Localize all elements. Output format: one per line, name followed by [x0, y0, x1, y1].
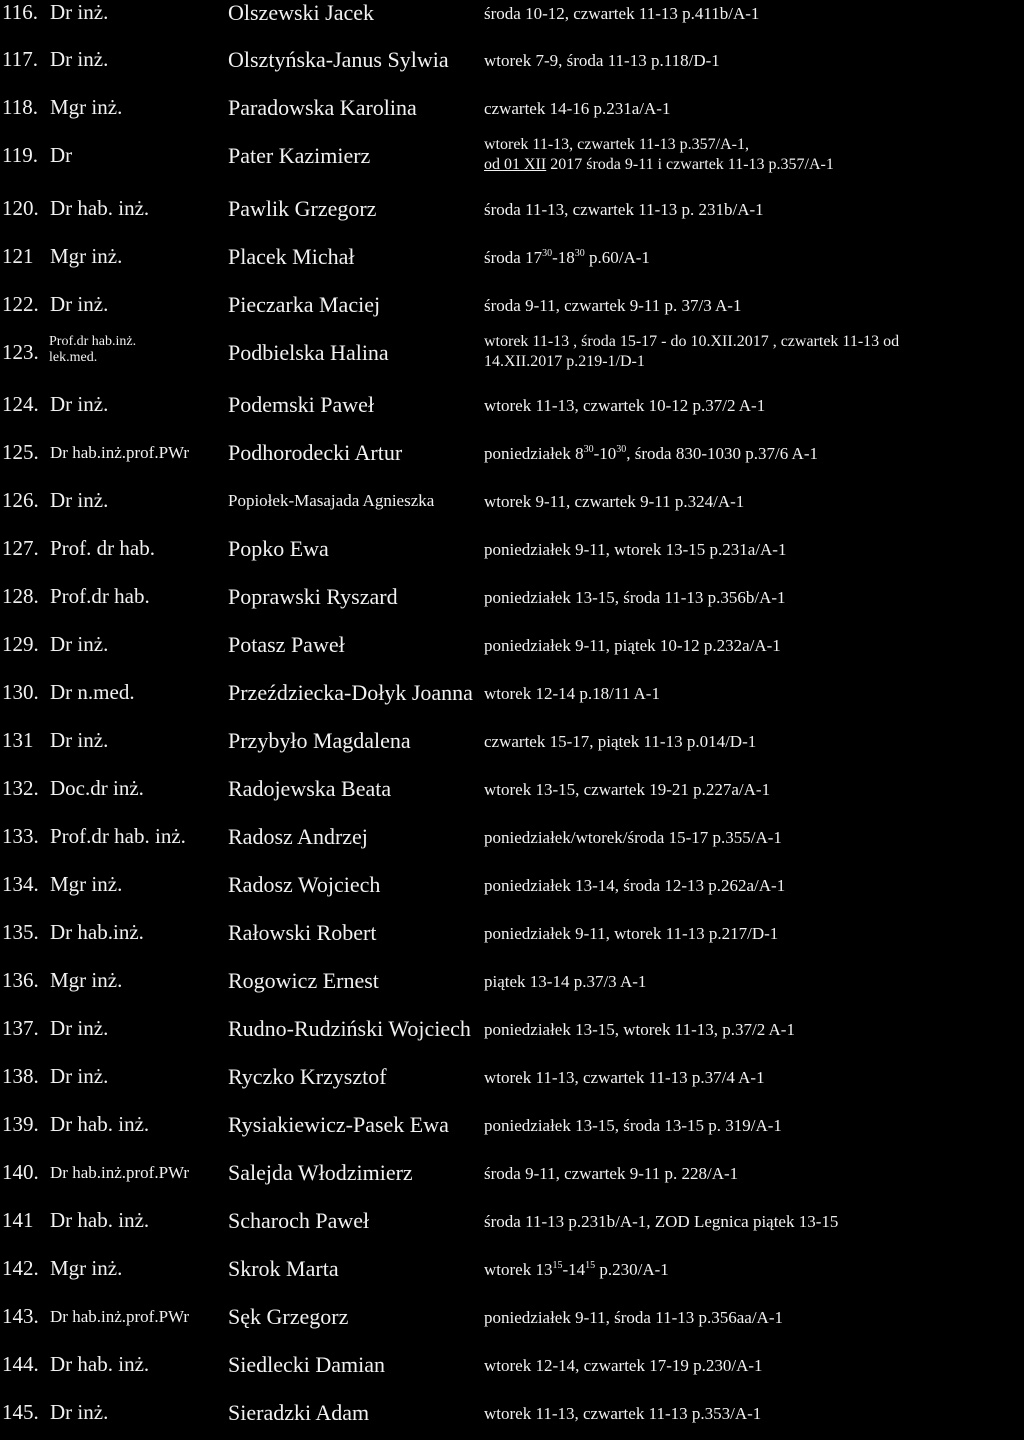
office-hours-text: środa 17	[484, 248, 543, 267]
staff-name: Rysiakiewicz-Pasek Ewa	[228, 1112, 449, 1137]
row-number: 142.	[2, 1256, 39, 1280]
academic-title: Dr inż.	[50, 392, 109, 416]
table-row	[0, 1400, 1024, 1440]
academic-title: Dr n.med.	[50, 680, 135, 704]
academic-title: Dr hab.inż.prof.PWr	[50, 1163, 190, 1182]
staff-name: Rudno-Rudziński Wojciech	[228, 1016, 471, 1041]
table-row	[0, 968, 1024, 1008]
academic-title: Dr hab. inż.	[50, 1112, 150, 1136]
academic-title-line: Prof.dr hab.inż.	[49, 334, 137, 349]
staff-name: Sieradzki Adam	[228, 1400, 370, 1425]
staff-name: Rałowski Robert	[228, 920, 377, 945]
table-row	[0, 333, 1024, 380]
office-hours	[484, 135, 834, 175]
academic-title: Mgr inż.	[50, 1256, 123, 1280]
row-number: 119.	[2, 143, 38, 167]
staff-name: Radosz Andrzej	[228, 824, 368, 849]
office-hours: wtorek 9-11, czwartek 9-11 p.324/A-1	[484, 492, 745, 511]
row-number: 124.	[2, 392, 39, 416]
office-hours	[484, 1260, 669, 1280]
table-row	[0, 1064, 1024, 1104]
row-number: 145.	[2, 1400, 39, 1424]
staff-name: Przybyło Magdalena	[228, 728, 411, 753]
table-row	[0, 196, 1024, 236]
academic-title	[49, 334, 136, 366]
row-number: 129.	[2, 632, 39, 656]
office-hours-text: 2017 środa 9-11 i czwartek 11-13 p.357/A-1	[546, 156, 834, 173]
row-number: 137.	[2, 1016, 39, 1040]
academic-title: Dr hab. inż.	[50, 1208, 150, 1232]
office-hours: czwartek 14-16 p.231a/A-1	[484, 99, 671, 118]
academic-title: Dr hab. inż.	[50, 1352, 150, 1376]
row-number: 143.	[2, 1304, 39, 1328]
row-number: 139.	[2, 1112, 39, 1136]
table-row	[0, 292, 1024, 332]
row-number: 123.	[2, 340, 39, 364]
office-hours: wtorek 11-13, czwartek 11-13 p.353/A-1	[484, 1404, 762, 1423]
table-row	[0, 1256, 1024, 1296]
minutes-superscript: 30	[542, 248, 553, 259]
office-hours-text: p.230/A-1	[595, 1260, 669, 1279]
minutes-superscript: 15	[552, 1260, 563, 1271]
row-number: 134.	[2, 872, 39, 896]
office-hours-text: poniedziałek 8	[484, 444, 584, 463]
office-hours: czwartek 15-17, piątek 11-13 p.014/D-1	[484, 732, 757, 751]
staff-name: Podbielska Halina	[228, 340, 389, 365]
office-hours	[484, 444, 818, 464]
staff-name: Olsztyńska-Janus Sylwia	[228, 47, 449, 72]
office-hours: środa 11-13 p.231b/A-1, ZOD Legnica piątek 13-15	[484, 1212, 839, 1231]
office-hours: wtorek 11-13, czwartek 11-13 p.37/4 A-1	[484, 1068, 765, 1087]
row-number: 120.	[2, 196, 39, 220]
academic-title: Prof.dr hab.	[50, 584, 150, 608]
row-number: 127.	[2, 536, 39, 560]
office-hours-text: wtorek 13	[484, 1260, 553, 1279]
office-hours: wtorek 11-13, czwartek 10-12 p.37/2 A-1	[484, 396, 766, 415]
row-number: 141	[2, 1208, 34, 1232]
minutes-superscript: 30	[583, 444, 594, 455]
staff-name: Paradowska Karolina	[228, 95, 417, 120]
academic-title: Dr inż.	[50, 1016, 109, 1040]
office-hours	[484, 332, 899, 372]
academic-title: Dr inż.	[50, 0, 109, 24]
office-hours-text: -18	[552, 248, 575, 267]
row-number: 128.	[2, 584, 39, 608]
row-number: 144.	[2, 1352, 39, 1376]
staff-name: Popiołek-Masajada Agnieszka	[228, 491, 435, 510]
staff-name: Podemski Paweł	[228, 392, 375, 417]
office-hours: poniedziałek 13-14, środa 12-13 p.262a/A-1	[484, 876, 786, 895]
table-row	[0, 488, 1024, 528]
academic-title: Dr inż.	[50, 1400, 109, 1424]
table-row	[0, 1112, 1024, 1152]
row-number: 136.	[2, 968, 39, 992]
office-hours-line	[484, 155, 834, 175]
office-hours: poniedziałek 9-11, wtorek 11-13 p.217/D-1	[484, 924, 779, 943]
table-row	[0, 920, 1024, 960]
staff-name: Scharoch Paweł	[228, 1208, 370, 1233]
academic-title: Prof. dr hab.	[50, 536, 155, 560]
table-row	[0, 392, 1024, 432]
staff-name: Olszewski Jacek	[228, 0, 375, 25]
office-hours-text: , środa 830-1030 p.37/6 A-1	[626, 444, 818, 463]
staff-name: Pieczarka Maciej	[228, 292, 381, 317]
table-row	[0, 136, 1024, 183]
table-row	[0, 680, 1024, 720]
academic-title: Mgr inż.	[50, 872, 123, 896]
office-hours-text: -14	[562, 1260, 586, 1279]
staff-name: Salejda Włodzimierz	[228, 1160, 413, 1185]
staff-name: Ryczko Krzysztof	[228, 1064, 387, 1089]
office-hours: poniedziałek 9-11, środa 11-13 p.356aa/A-1	[484, 1308, 783, 1327]
academic-title: Dr hab.inż.prof.PWr	[50, 443, 190, 462]
row-number: 133.	[2, 824, 39, 848]
row-number: 121	[2, 244, 34, 268]
office-hours: wtorek 7-9, środa 11-13 p.118/D-1	[484, 51, 720, 70]
table-row	[0, 632, 1024, 672]
staff-name: Radosz Wojciech	[228, 872, 381, 897]
academic-title: Dr inż.	[50, 488, 109, 512]
minutes-superscript: 30	[574, 248, 585, 259]
row-number: 135.	[2, 920, 39, 944]
academic-title: Prof.dr hab. inż.	[50, 824, 186, 848]
academic-title: Dr inż.	[50, 1064, 109, 1088]
row-number: 140.	[2, 1160, 39, 1184]
row-number: 131	[2, 728, 34, 752]
table-row	[0, 872, 1024, 912]
academic-title-line: lek.med.	[49, 350, 98, 365]
office-hours: wtorek 13-15, czwartek 19-21 p.227a/A-1	[484, 780, 771, 799]
table-row	[0, 1160, 1024, 1200]
minutes-superscript: 30	[616, 444, 627, 455]
row-number: 117.	[2, 47, 38, 71]
staff-name: Pawlik Grzegorz	[228, 196, 377, 221]
academic-title: Dr inż.	[50, 728, 109, 752]
office-hours: piątek 13-14 p.37/3 A-1	[484, 972, 647, 991]
staff-name: Potasz Paweł	[228, 632, 345, 657]
row-number: 138.	[2, 1064, 39, 1088]
row-number: 132.	[2, 776, 39, 800]
minutes-superscript: 15	[585, 1260, 596, 1271]
office-hours: środa 10-12, czwartek 11-13 p.411b/A-1	[484, 4, 760, 23]
staff-name: Poprawski Ryszard	[228, 584, 398, 609]
staff-name: Popko Ewa	[228, 536, 329, 561]
academic-title: Dr inż.	[50, 47, 109, 71]
office-hours: wtorek 12-14, czwartek 17-19 p.230/A-1	[484, 1356, 763, 1375]
office-hours	[484, 248, 650, 268]
office-hours: poniedziałek 13-15, środa 13-15 p. 319/A-1	[484, 1116, 782, 1135]
table-row	[0, 95, 1024, 135]
table-row	[0, 824, 1024, 864]
table-row	[0, 1304, 1024, 1344]
table-row	[0, 47, 1024, 87]
staff-name: Siedlecki Damian	[228, 1352, 386, 1377]
staff-name: Placek Michał	[228, 244, 355, 269]
office-hours: poniedziałek 9-11, wtorek 13-15 p.231a/A-1	[484, 540, 787, 559]
office-hours-line: wtorek 11-13 , środa 15-17 - do 10.XII.2017 , czwartek 11-13 od	[484, 333, 900, 350]
office-hours-line: 14.XII.2017 p.219-1/D-1	[484, 353, 645, 370]
row-number: 125.	[2, 440, 39, 464]
office-hours: poniedziałek 9-11, piątek 10-12 p.232a/A-1	[484, 636, 781, 655]
office-hours: poniedziałek 13-15, wtorek 11-13, p.37/2 A-1	[484, 1020, 795, 1039]
staff-name: Rogowicz Ernest	[228, 968, 379, 993]
office-hours-text: p.60/A-1	[584, 248, 650, 267]
table-row	[0, 584, 1024, 624]
table-row	[0, 0, 1024, 40]
table-row	[0, 776, 1024, 816]
academic-title: Mgr inż.	[50, 95, 123, 119]
underlined-date: od 01 XII	[484, 156, 547, 173]
staff-name: Skrok Marta	[228, 1256, 339, 1281]
row-number: 116.	[2, 0, 38, 24]
row-number: 126.	[2, 488, 39, 512]
table-row	[0, 728, 1024, 768]
table-row	[0, 1016, 1024, 1056]
academic-title: Dr inż.	[50, 292, 109, 316]
office-hours-text: -10	[593, 444, 617, 463]
academic-title: Mgr inż.	[50, 244, 123, 268]
staff-name: Radojewska Beata	[228, 776, 392, 801]
row-number: 130.	[2, 680, 39, 704]
office-hours: środa 11-13, czwartek 11-13 p. 231b/A-1	[484, 200, 764, 219]
staff-name: Przeździecka-Dołyk Joanna	[228, 680, 473, 705]
table-row	[0, 1352, 1024, 1392]
row-number: 118.	[2, 95, 38, 119]
academic-title: Dr hab.inż.	[50, 920, 144, 944]
office-hours: poniedziałek/wtorek/środa 15-17 p.355/A-1	[484, 828, 782, 847]
office-hours-line: wtorek 11-13, czwartek 11-13 p.357/A-1,	[484, 136, 749, 153]
academic-title: Dr hab. inż.	[50, 196, 150, 220]
staff-name: Pater Kazimierz	[228, 143, 371, 168]
academic-title: Dr hab.inż.prof.PWr	[50, 1307, 190, 1326]
office-hours: poniedziałek 13-15, środa 11-13 p.356b/A-1	[484, 588, 786, 607]
table-row	[0, 244, 1024, 284]
office-hours: wtorek 12-14 p.18/11 A-1	[484, 684, 660, 703]
office-hours: środa 9-11, czwartek 9-11 p. 37/3 A-1	[484, 296, 742, 315]
academic-title: Dr inż.	[50, 632, 109, 656]
table-row	[0, 536, 1024, 576]
table-row	[0, 1208, 1024, 1248]
staff-name: Sęk Grzegorz	[228, 1304, 349, 1329]
row-number: 122.	[2, 292, 39, 316]
table-row	[0, 440, 1024, 480]
academic-title: Doc.dr inż.	[50, 776, 144, 800]
staff-name: Podhorodecki Artur	[228, 440, 403, 465]
office-hours: środa 9-11, czwartek 9-11 p. 228/A-1	[484, 1164, 739, 1183]
academic-title: Dr	[50, 143, 73, 167]
academic-title: Mgr inż.	[50, 968, 123, 992]
